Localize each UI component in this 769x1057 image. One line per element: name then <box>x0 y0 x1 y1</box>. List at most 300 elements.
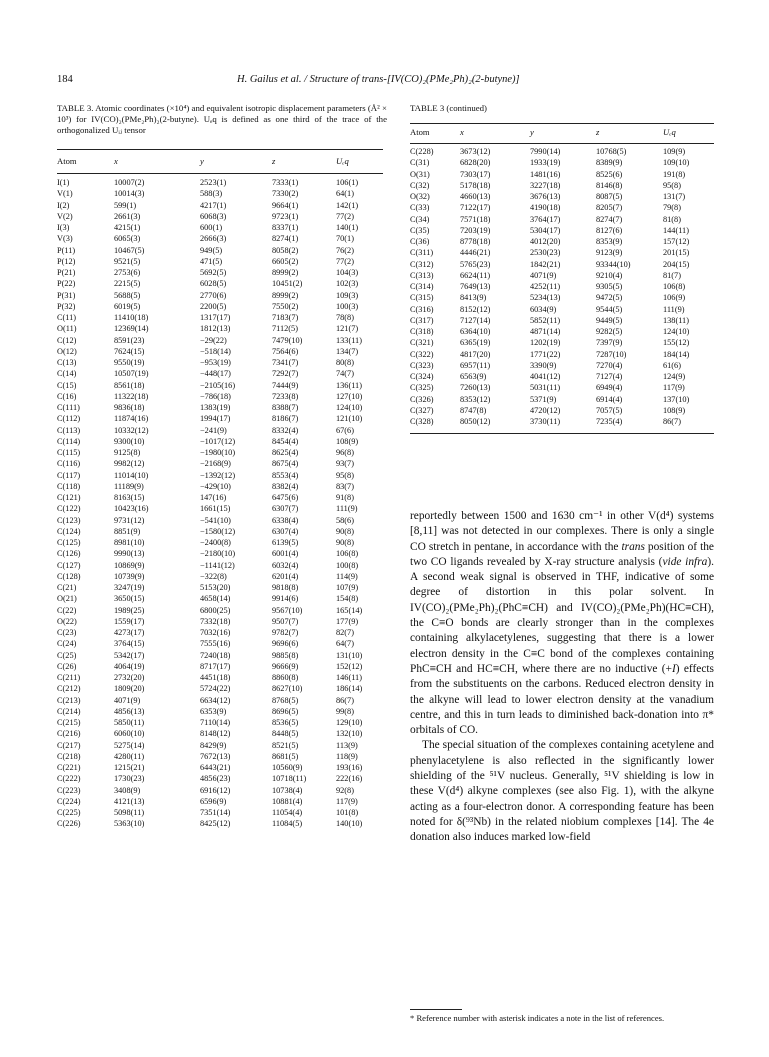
table-cell: 6800(25) <box>200 605 231 615</box>
table-row <box>410 406 714 417</box>
table-cell: 4217(1) <box>200 200 227 210</box>
table-cell: 9731(12) <box>114 515 145 525</box>
table-cell: 1989(25) <box>114 605 145 615</box>
table-cell: 4071(9) <box>114 695 141 705</box>
table-cell: 7564(6) <box>272 346 299 356</box>
table-cell: 6338(4) <box>272 515 299 525</box>
table-cell: 599(1) <box>114 200 137 210</box>
table-row <box>57 527 383 538</box>
table-row <box>57 763 383 774</box>
table-cell: 2661(3) <box>114 211 141 221</box>
table-cell: −518(14) <box>200 346 231 356</box>
table-cell: C(113) <box>57 425 81 435</box>
table-cell: 106(8) <box>336 549 359 559</box>
table-cell: 3390(9) <box>530 360 557 370</box>
table-row <box>57 279 383 290</box>
table-cell: 95(8) <box>663 180 681 190</box>
table-cell: 144(11) <box>663 225 689 235</box>
table-row <box>57 684 383 695</box>
table-cell: 6060(10) <box>114 729 145 739</box>
table-cell: 7260(13) <box>460 383 491 393</box>
table-cell: 7571(18) <box>460 214 491 224</box>
table-row <box>410 372 714 383</box>
table-cell: 1661(15) <box>200 504 231 514</box>
table-cell: C(15) <box>57 380 77 390</box>
table-cell: 9567(10) <box>272 605 303 615</box>
table-cell: −1980(10) <box>200 448 236 457</box>
table-cell: 8148(12) <box>200 729 231 739</box>
table-row <box>410 203 714 214</box>
table-cell: 204(15) <box>663 259 690 269</box>
table-cell: 4658(14) <box>200 594 231 604</box>
table-cell: 7122(17) <box>460 203 491 213</box>
header-row <box>410 127 714 138</box>
table-cell: 5234(13) <box>530 293 561 303</box>
table-cell: C(322) <box>410 349 434 359</box>
table-cell: 90(8) <box>336 538 354 547</box>
table-bottom-rule <box>410 433 714 434</box>
table-cell: 6475(6) <box>272 493 299 502</box>
table-cell: 8152(12) <box>460 304 491 314</box>
table-cell: −29(22) <box>200 335 227 345</box>
table-row <box>57 336 383 347</box>
table-row <box>57 358 383 369</box>
table-cell: 7240(18) <box>200 650 231 660</box>
table-cell: 92(8) <box>336 785 354 795</box>
table-cell: 8274(7) <box>596 214 623 224</box>
table-cell: 8768(5) <box>272 695 299 705</box>
table-cell: 3730(11) <box>530 417 561 426</box>
table-cell: C(31) <box>410 158 430 168</box>
table-cell: 64(7) <box>336 639 354 649</box>
table-cell: 4121(13) <box>114 796 145 806</box>
table-cell: O(11) <box>57 324 77 334</box>
table-cell: 8696(5) <box>272 706 299 716</box>
table-cell: C(16) <box>57 391 77 401</box>
table-cell: 109(10) <box>663 158 690 168</box>
table-cell: 8675(4) <box>272 459 299 469</box>
table-cell: 8448(5) <box>272 729 299 739</box>
column-header: Atom <box>410 127 430 137</box>
table-cell: 2215(5) <box>114 279 141 289</box>
table-cell: 8389(9) <box>596 158 623 168</box>
table-cell: 124(10) <box>336 403 363 412</box>
table-cell: 137(10) <box>663 394 690 404</box>
footnote-rule <box>410 1009 462 1010</box>
table-cell: 6364(10) <box>460 327 491 336</box>
table-cell: C(21) <box>57 583 77 592</box>
table-cell: 140(10) <box>336 819 363 829</box>
table-cell: 81(7) <box>663 270 681 280</box>
table-cell: −429(10) <box>200 481 231 491</box>
table-cell: C(121) <box>57 493 81 502</box>
table-cell: 1317(17) <box>200 313 231 322</box>
table-cell: 5304(17) <box>530 225 561 235</box>
page-number: 184 <box>57 74 73 85</box>
table-row <box>57 673 383 684</box>
table-header-row <box>410 127 714 138</box>
table-cell: 193(16) <box>336 763 363 772</box>
table-cell: C(313) <box>410 270 434 280</box>
table-cell: 109(3) <box>336 290 359 300</box>
column-header: z <box>272 156 276 166</box>
table-cell: −1580(12) <box>200 526 236 536</box>
table-cell: 1559(17) <box>114 616 145 626</box>
table-cell: 6596(9) <box>200 796 227 806</box>
table-cell: C(216) <box>57 729 81 739</box>
table-cell: 1215(21) <box>114 763 145 772</box>
table-cell: 7990(14) <box>530 147 561 156</box>
table-cell: 9885(8) <box>272 650 299 660</box>
table-cell: I(2) <box>57 200 70 210</box>
table-cell: 10007(2) <box>114 178 145 187</box>
table-row <box>57 392 383 403</box>
table-cell: 74(7) <box>336 369 354 379</box>
table-cell: 81(8) <box>663 214 681 224</box>
table-cell: 77(2) <box>336 256 354 266</box>
table-cell: 8425(12) <box>200 819 231 829</box>
table-cell: 949(5) <box>200 245 223 255</box>
table-cell: 8353(12) <box>460 394 491 404</box>
table-cell: C(14) <box>57 369 77 379</box>
table-row <box>57 786 383 797</box>
table-row <box>57 696 383 707</box>
table-cell: C(111) <box>57 403 80 412</box>
table-row <box>57 426 383 437</box>
table-cell: 7127(4) <box>596 372 623 381</box>
table-cell: C(23) <box>57 628 77 637</box>
column-header: Atom <box>57 156 77 166</box>
table-cell: 8561(18) <box>114 380 145 390</box>
table-cell: 7332(18) <box>200 616 231 626</box>
table-row <box>57 212 383 223</box>
table-row <box>410 316 714 327</box>
table-cell: 9210(4) <box>596 270 623 280</box>
table-cell: 10869(9) <box>114 560 145 570</box>
table-cell: 10507(19) <box>114 369 149 379</box>
table-cell: 2770(6) <box>200 290 227 300</box>
table-row <box>57 651 383 662</box>
table-cell: 70(1) <box>336 234 354 244</box>
table-cell: 3408(9) <box>114 785 141 795</box>
table-row <box>57 369 383 380</box>
table-cell: C(24) <box>57 639 77 649</box>
table-cell: 191(8) <box>663 169 686 179</box>
table-cell: 78(8) <box>336 313 354 322</box>
table-cell: C(35) <box>410 225 430 235</box>
table-cell: O(31) <box>410 169 430 179</box>
table-cell: 5688(5) <box>114 290 141 300</box>
table-cell: 6828(20) <box>460 158 491 168</box>
table-cell: O(32) <box>410 192 430 201</box>
table-cell: 6068(3) <box>200 211 227 221</box>
table-cell: 8681(5) <box>272 751 299 761</box>
column-header: z <box>596 127 600 137</box>
table-cell: 10739(9) <box>114 571 145 581</box>
table-cell: C(25) <box>57 650 77 660</box>
table-cell: 6307(7) <box>272 504 299 514</box>
table-cell: 6019(5) <box>114 301 141 311</box>
table-cell: 8454(4) <box>272 436 299 446</box>
table-cell: 77(2) <box>336 211 354 221</box>
table-cell: 7649(13) <box>460 282 491 291</box>
table-cell: 177(9) <box>336 616 359 626</box>
table-row <box>57 493 383 504</box>
table-cell: 7330(2) <box>272 189 299 199</box>
table-cell: 10718(11) <box>272 774 307 784</box>
table-cell: 1809(20) <box>114 684 145 694</box>
table-row <box>410 327 714 338</box>
table-cell: 157(12) <box>663 237 690 246</box>
table-cell: 6201(4) <box>272 571 299 581</box>
table-cell: 6914(4) <box>596 394 623 404</box>
table-cell: 95(8) <box>336 470 354 480</box>
table-row <box>57 223 383 234</box>
table-cell: 7112(5) <box>272 324 298 334</box>
table-cell: C(325) <box>410 383 434 393</box>
table-cell: C(36) <box>410 237 430 246</box>
table-cell: C(324) <box>410 372 434 381</box>
table-cell: 10332(12) <box>114 425 149 435</box>
table-cell: 8851(9) <box>114 526 141 536</box>
table-row <box>57 448 383 459</box>
table-cell: 109(9) <box>663 147 686 156</box>
table-cell: C(226) <box>57 819 81 829</box>
table-cell: 7397(9) <box>596 338 623 348</box>
table-cell: 186(14) <box>336 684 363 694</box>
table-cell: C(112) <box>57 414 81 424</box>
table-cell: 4446(21) <box>460 248 491 258</box>
table-cell: 7672(13) <box>200 751 231 761</box>
column-header: Uₑq <box>336 156 349 166</box>
table-cell: 2200(5) <box>200 301 227 311</box>
table-cell: P(12) <box>57 256 76 266</box>
footnote: * Reference number with asterisk indicates a note in the list of references. <box>410 1013 665 1023</box>
table-cell: 588(3) <box>200 189 223 199</box>
table-row <box>57 729 383 740</box>
table-cell: 6443(21) <box>200 763 231 772</box>
table-cell: 7183(7) <box>272 313 299 322</box>
table-cell: 9990(13) <box>114 549 145 559</box>
table-cell: 6365(19) <box>460 338 491 348</box>
table-row <box>410 248 714 259</box>
table-row <box>57 324 383 335</box>
table-cell: 471(5) <box>200 256 223 266</box>
table-row <box>57 504 383 515</box>
table-row <box>410 226 714 237</box>
table-row <box>410 260 714 271</box>
table-row <box>57 201 383 212</box>
table-cell: C(221) <box>57 763 81 772</box>
table-cell: 2523(1) <box>200 178 227 187</box>
table-cell: 131(7) <box>663 192 686 201</box>
table-cell: C(33) <box>410 203 430 213</box>
table-cell: C(118) <box>57 481 81 491</box>
table-cell: 64(1) <box>336 189 354 199</box>
table-cell: 8553(4) <box>272 470 299 480</box>
table-row <box>410 417 714 428</box>
table-row <box>57 268 383 279</box>
table-row <box>57 572 383 583</box>
table-cell: C(314) <box>410 282 434 291</box>
table-row <box>57 639 383 650</box>
table-cell: 108(9) <box>336 436 359 446</box>
table-cell: 111(9) <box>336 504 358 514</box>
table-cell: 8382(4) <box>272 481 299 491</box>
table-cell: 100(8) <box>336 560 359 570</box>
table-cell: 1383(19) <box>200 403 231 412</box>
table-row <box>57 538 383 549</box>
table-cell: C(122) <box>57 504 81 514</box>
table-row <box>57 403 383 414</box>
table-cell: 9818(8) <box>272 583 299 592</box>
table-cell: −2180(10) <box>200 549 236 559</box>
table-cell: 1994(17) <box>200 414 231 424</box>
table-cell: 9472(5) <box>596 293 623 303</box>
column-header: y <box>200 156 204 166</box>
table-row <box>410 147 714 158</box>
table-cell: 107(9) <box>336 583 359 592</box>
table-cell: 11054(4) <box>272 808 303 817</box>
table-cell: 7479(10) <box>272 335 303 345</box>
table-cell: C(117) <box>57 470 81 480</box>
table-cell: 8536(5) <box>272 718 299 727</box>
table-row <box>410 215 714 226</box>
table-cell: 4660(13) <box>460 192 491 201</box>
table-cell: 6634(12) <box>200 695 231 705</box>
table-row <box>410 192 714 203</box>
table-cell: C(115) <box>57 448 81 457</box>
table-cell: 184(14) <box>663 349 690 359</box>
table-cell: 101(8) <box>336 808 359 817</box>
table-cell: P(32) <box>57 301 76 311</box>
table-cell: C(212) <box>57 684 81 694</box>
table-cell: C(222) <box>57 774 81 784</box>
table-cell: 96(8) <box>336 448 354 457</box>
table-cell: 91(8) <box>336 493 354 502</box>
table-cell: 3247(19) <box>114 583 145 592</box>
table-cell: 7333(1) <box>272 178 299 187</box>
table-header-rule <box>57 173 383 174</box>
table-cell: 8625(4) <box>272 448 299 457</box>
table-row <box>57 549 383 560</box>
table-row <box>410 395 714 406</box>
table-cell: P(21) <box>57 268 76 277</box>
table-cell: −2168(9) <box>200 459 231 469</box>
body-text <box>410 509 714 846</box>
table-cell: 3673(12) <box>460 147 491 156</box>
table-cell: 104(3) <box>336 268 359 277</box>
table-cell: 11322(18) <box>114 391 149 401</box>
table-cell: 10467(5) <box>114 245 145 255</box>
table-cell: O(22) <box>57 616 77 626</box>
table-cell: 7270(4) <box>596 360 623 370</box>
table-cell: C(213) <box>57 695 81 705</box>
table-row <box>410 271 714 282</box>
table-cell: 6028(5) <box>200 279 227 289</box>
table-cell: C(328) <box>410 417 434 426</box>
table-top-rule <box>410 123 714 124</box>
paragraph: reportedly between 1500 and 1630 cm⁻¹ in other V(d⁴) systems [8,11] was not detected in our complexes. There is only a single CO stretch in pentane, in accordance with the trans position of the two CO ligands revealed by X-ray structure analysis (vide infra). A second weak signal is observed in THF, indicative of some degree of distortion in this polar solvent. In IV(CO)₂(PMe₂Ph)₂(PhC≡CH) and IV(CO)₂(PMe₂Ph)(HC≡CH), the C≡O bonds are clearly stronger than in the complexes containing alkylacetylenes, suggesting that there is a lower electron density in the C≡C bond of the complexes containing PhC≡CH and HC≡CH, where there are no inductive (+I) effects from the substituents on the carbons. Reduced electron density in the alkyne will lead to lower electron density at the vanadium centre, and this in turn leads to diminished back-donation into π* orbitals of CO. <box>410 510 714 737</box>
table-cell: 93(7) <box>336 459 354 469</box>
table-cell: 124(10) <box>663 327 690 336</box>
table-row <box>410 293 714 304</box>
table-cell: 121(7) <box>336 324 359 334</box>
table-cell: 154(8) <box>336 594 359 604</box>
table-row <box>410 170 714 181</box>
table-cell: 82(7) <box>336 628 354 637</box>
table-cell: 61(6) <box>663 360 681 370</box>
table-cell: 9782(7) <box>272 628 299 637</box>
table-row <box>57 797 383 808</box>
table-cell: C(228) <box>410 147 434 156</box>
table-cell: C(316) <box>410 304 434 314</box>
table-row <box>57 381 383 392</box>
table-cell: 3764(17) <box>530 214 561 224</box>
table-cell: 3676(13) <box>530 192 561 201</box>
table-cell: 10881(4) <box>272 796 303 806</box>
table-cell: 106(8) <box>663 282 686 291</box>
table-cell: 4012(20) <box>530 237 561 246</box>
table-row <box>57 808 383 819</box>
table-row <box>57 583 383 594</box>
table-cell: 5852(11) <box>530 315 561 325</box>
table-cell: 8332(4) <box>272 425 299 435</box>
table-cell: 6034(9) <box>530 304 557 314</box>
table-header-row <box>57 156 383 167</box>
table-cell: 9507(7) <box>272 616 299 626</box>
table-cell: 9914(6) <box>272 594 299 604</box>
running-title: H. Gailus et al. / Structure of trans-[IV(CO)₂(PMe₂Ph)₂(2-butyne)] <box>237 74 520 85</box>
table-cell: 111(9) <box>663 304 685 314</box>
table-cell: 11874(16) <box>114 414 149 424</box>
table-cell: 8999(2) <box>272 268 299 277</box>
table-cell: 10768(5) <box>596 147 627 156</box>
table-cell: 8627(10) <box>272 684 303 694</box>
table-cell: 8087(5) <box>596 192 623 201</box>
table-cell: 222(16) <box>336 774 363 784</box>
table-cell: C(326) <box>410 394 434 404</box>
table-cell: 8186(7) <box>272 414 299 424</box>
table-cell: 7287(10) <box>596 349 627 359</box>
page-header <box>57 74 712 88</box>
table-cell: 2666(3) <box>200 234 227 244</box>
table-cell: 9836(18) <box>114 403 145 412</box>
table-cell: 201(15) <box>663 248 690 258</box>
table-row <box>57 459 383 470</box>
table-cell: 8163(15) <box>114 493 145 502</box>
table-row <box>57 594 383 605</box>
header-row <box>57 156 383 167</box>
table-cell: 124(9) <box>663 372 686 381</box>
table-continued-caption: TABLE 3 (continued) <box>410 103 487 113</box>
table-cell: 8981(10) <box>114 538 145 547</box>
table-cell: 4871(14) <box>530 327 561 336</box>
table-cell: C(223) <box>57 785 81 795</box>
table-row <box>57 246 383 257</box>
table-cell: 8205(7) <box>596 203 623 213</box>
table-cell: 6353(9) <box>200 706 227 716</box>
table-cell: 9521(5) <box>114 256 141 266</box>
table-cell: 8591(23) <box>114 335 145 345</box>
column-header: y <box>530 127 534 137</box>
table-row <box>57 516 383 527</box>
table-cell: 6624(11) <box>460 270 491 280</box>
table-cell: 9544(5) <box>596 304 623 314</box>
table-cell: 6916(12) <box>200 785 231 795</box>
table-cell: P(11) <box>57 245 76 255</box>
table-row <box>57 741 383 752</box>
